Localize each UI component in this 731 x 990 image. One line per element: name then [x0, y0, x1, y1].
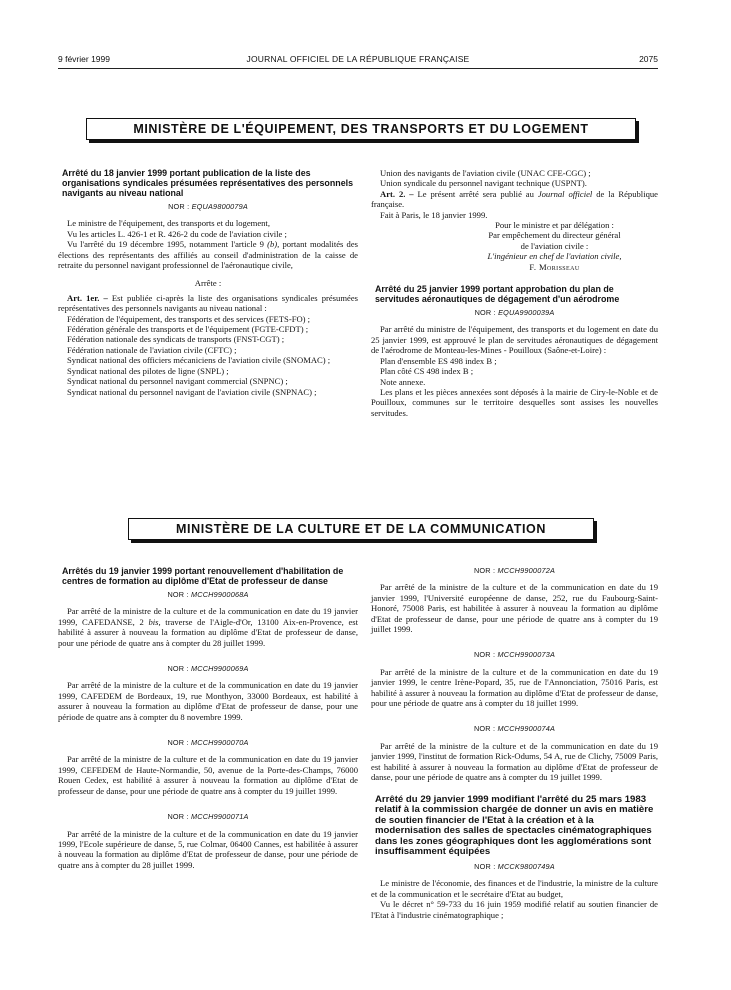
nor-code: MCCH9900068A — [190, 590, 249, 599]
text-run-italic: Journal officiel — [537, 188, 593, 199]
left-column-culture — [58, 566, 358, 870]
paragraph-servitudes: Par arrêté du ministre de l'équipement, des transports et du logement en date du 25 janvier 1999, est approuvé le plan de servitudes aéronautiques de dégagement de l'aérodrome de Monteau-les-Mines - Pouilloux (Saône-et-Loire) : — [371, 324, 658, 356]
nor-code: MCCK9800749A — [497, 862, 555, 872]
paragraph-universite-danse: Par arrêté de la ministre de la culture et de la communication en date du 19 janvier 1999, l'Université européenne de danse, 252, rue du Faubourg-Saint-Honoré, 75008 Paris, est habilitée à assurer à nouveau la formation au diplôme d'Etat de professeur de danse, pour une période de quatre ans à compter du 19 juillet 1999. — [371, 582, 658, 635]
list-item-plan: Plan d'ensemble ES 498 index B ; — [380, 355, 497, 366]
header-date: 9 février 1999 — [58, 54, 110, 64]
paragraph-irene-popard: Par arrêté de la ministre de la culture et de la communication en date du 19 janvier 1999, le centre Irène-Popard, 35, rue de l'Annonciation, 75016 Paris, est habilité à assurer à nouveau la formation au diplôme d'Etat de professeur de danse, pour une période de quatre ans à compter du 18 juillet 1999. — [371, 666, 658, 709]
nor-label: NOR : — [474, 308, 496, 318]
signature-line: Pour le ministre et par délégation : — [495, 220, 614, 231]
header-page-number: 2075 — [639, 54, 658, 64]
nor-label: NOR : — [473, 650, 496, 660]
nor-code: MCCH9900073A — [497, 650, 556, 660]
nor-code: EQUA9900039A — [498, 308, 555, 318]
nor-label: NOR : — [167, 664, 189, 674]
nor-code: MCCH9900070A — [190, 738, 249, 748]
nor-code: MCCH9900074A — [497, 724, 556, 734]
text-run: de la République française. — [371, 188, 658, 210]
list-item-syndicat: Union des navigants de l'aviation civile (UNAC CFE-CGC) ; — [380, 168, 591, 178]
right-column-culture — [371, 566, 658, 920]
paragraph-rick-odums: Par arrêté de la ministre de la culture et de la communication en date du 19 janvier 1999, l'institut de formation Rick-Odums, 54 A, rue de Clichy, 75009 Paris, est habilité à assurer à nouveau la formation au diplôme d'Etat de professeur de danse, pour une période de quatre ans à compter du 19 juillet 1999. — [371, 740, 658, 783]
nor-label: NOR : — [167, 738, 189, 748]
header-journal-title: JOURNAL OFFICIEL DE LA RÉPUBLIQUE FRANÇAISE — [246, 54, 470, 64]
paragraph-cefedem-normandie: Par arrêté de la ministre de la culture et de la communication en date du 19 janvier 1999, CEFEDEM de Haute-Normandie, 50, avenue de la Porte-des-Champs, 76000 Rouen Cedex, est habilité à assurer à nouveau la formation au diplôme d'Etat de professeur de danse, pour une période de quatre ans à compter du 19 juillet 1999. — [58, 754, 358, 796]
header-rule — [58, 68, 658, 69]
list-item-syndicat: Syndicat national du personnel navigant commercial (SNPNC) ; — [67, 376, 288, 387]
nor-line — [371, 566, 658, 576]
text-run-italic: (b), — [267, 239, 280, 250]
article-1 — [58, 293, 358, 314]
nor-code: MCCH9900072A — [497, 566, 556, 575]
left-column-equipement — [58, 168, 358, 397]
text-run: traverse de l'Aigle-d'Or, 13100 Aix-en-Provence, est habilité à assurer à nouveau la formation au diplôme d'Etat de professeur de danse, pour une période de quatre ans à compter du 28 juillet 1999. — [58, 616, 359, 648]
fait-a-paris: Fait à Paris, le 18 janvier 1999. — [380, 209, 488, 220]
paragraph-cafedem-bordeaux: Par arrêté de la ministre de la culture et de la communication en date du 19 janvier 1999, CAFEDEM de Bordeaux, 19, rue Monthyon, 33000 Bordeaux, est habilité à assurer à nouveau la formation au diplôme d'Etat de professeur de danse, pour une période de quatre ans à compter du 8 novembre 1999. — [58, 680, 358, 722]
nor-line — [58, 590, 358, 600]
arrete-title-servitudes: Arrêté du 25 janvier 1999 portant approbation du plan de servitudes aéronautiques de dégagement d'un aérodrome — [375, 284, 620, 305]
nor-line — [371, 650, 658, 660]
arrete-title-liste-syndicats: Arrêté du 18 janvier 1999 portant publication de la liste des organisations syndicales présumées représentatives des personnels navigants au niveau national — [62, 168, 354, 198]
paragraph-cafedanse — [58, 606, 358, 648]
nor-label: NOR : — [168, 202, 190, 211]
list-item-syndicat: Fédération générale des transports et de l'équipement (FGTE-CFDT) ; — [67, 324, 309, 335]
list-item-syndicat: Syndicat national des pilotes de ligne (SNPL) ; — [67, 365, 229, 376]
nor-line — [58, 812, 358, 822]
text-run: Vu l'arrêté du 19 décembre 1995, notamment l'article 9 — [67, 239, 268, 250]
nor-line-a2 — [371, 308, 658, 318]
list-item-plan: Note annexe. — [380, 376, 426, 387]
nor-line-c2 — [371, 862, 658, 872]
text-run: portant modalités des élections des représentants des affiliés au conseil d'administration de la caisse de retraite du personnel navigant professionnel de l'aéronautique civile, — [58, 239, 358, 271]
nor-line — [58, 738, 358, 748]
nor-code: MCCH9900069A — [190, 664, 249, 674]
nor-label: NOR : — [474, 862, 496, 872]
article-1-text: Est publiée ci-après la liste des organisations syndicales présumées représentatives des personnels navigants au niveau national : — [58, 292, 358, 314]
nor-line — [371, 724, 658, 734]
list-item-syndicat: Fédération de l'équipement, des transports et des services (FETS-FO) ; — [67, 313, 311, 324]
signature-line: Par empêchement du directeur général — [488, 230, 621, 241]
nor-label: NOR : — [167, 590, 189, 599]
paragraph-vu-decret: Vu le décret n° 59-733 du 16 juin 1959 modifié relatif au soutien financier de l'Etat à l'industrie cinématographique ; — [371, 899, 658, 920]
ministry-heading-equipement: MINISTÈRE DE L'ÉQUIPEMENT, DES TRANSPORTS ET DU LOGEMENT — [133, 122, 589, 136]
nor-line — [58, 664, 358, 674]
ministry-heading-culture: MINISTÈRE DE LA CULTURE ET DE LA COMMUNICATION — [176, 522, 546, 536]
right-column-equipement — [371, 168, 658, 418]
article-2 — [371, 189, 658, 210]
list-item-syndicat: Fédération nationale des syndicats de transports (FNST-CGT) ; — [67, 334, 285, 345]
nor-label: NOR : — [167, 812, 189, 822]
paragraph-depot-plans: Les plans et les pièces annexées sont déposés à la mairie de Ciry-le-Noble et de Pouilloux, communes sur le territoire desquelles sont assises les nouvelles servitudes. — [371, 386, 658, 418]
nor-code: EQUA9800079A — [191, 202, 248, 211]
list-item-plan: Plan côté CS 498 index B ; — [380, 366, 474, 377]
running-header — [58, 54, 658, 66]
text-run-italic: bis, — [148, 616, 161, 627]
nor-code: MCCH9900071A — [190, 812, 249, 822]
text-run: Par arrêté de la ministre de la culture et de la communication en date du 19 janvier 1999, CAFEDANSE, 2 — [58, 606, 358, 627]
article-1-label: Art. 1er. – — [67, 292, 108, 303]
list-item-syndicat: Fédération nationale de l'aviation civile (CFTC) ; — [67, 344, 237, 355]
signatory-name: F. Morisseau — [529, 261, 580, 272]
nor-line-a1 — [58, 202, 358, 212]
arrete-label: Arrête : — [194, 278, 222, 289]
list-item-syndicat: Syndicat national des officiers mécaniciens de l'aviation civile (SNOMAC) ; — [67, 355, 331, 366]
ministry-heading-box-equipement — [86, 118, 636, 140]
signature-line: L'ingénieur en chef de l'aviation civile, — [487, 251, 622, 262]
paragraph-vu-articles: Vu les articles L. 426-1 et R. 426-2 du code de l'aviation civile ; — [67, 228, 287, 239]
signature-block — [371, 220, 658, 272]
arrete-title-cinema: Arrêté du 29 janvier 1999 modifiant l'arrêté du 25 mars 1983 relatif à la commission chargée de donner un avis en matière de soutien financier de l'Etat à la création et à la modernisation des salles de spectacles cinématographiques dans les zones géographiques dont les agglomérations sont insuffisamment équipées — [375, 793, 654, 858]
article-2-label: Art. 2. – — [380, 188, 414, 199]
list-item-syndicat: Syndicat national du personnel navigant de l'aviation civile (SNPNAC) ; — [67, 386, 317, 397]
paragraph-vu-arrete — [58, 239, 358, 270]
arretes-title-danse: Arrêtés du 19 janvier 1999 portant renouvellement d'habilitation de centres de formation au diplôme d'Etat de professeur de danse — [62, 566, 344, 586]
signature-line: de l'aviation civile : — [520, 240, 589, 251]
paragraph-ministres: Le ministre de l'économie, des finances et de l'industrie, la ministre de la culture et de la communication et le secrétaire d'Etat au budget, — [371, 878, 658, 899]
paragraph-ministre: Le ministre de l'équipement, des transports et du logement, — [67, 218, 270, 229]
list-item-syndicat: Union syndicale du personnel navigant technique (USPNT). — [380, 178, 587, 189]
ministry-heading-box-culture — [128, 518, 594, 540]
text-run: Le présent arrêté sera publié au — [413, 188, 538, 199]
paragraph-ecole-cannes: Par arrêté de la ministre de la culture et de la communication en date du 19 janvier 1999, l'Ecole supérieure de danse, 5, rue Colmar, 06400 Cannes, est habilitée à assurer à nouveau la formation au diplôme d'Etat de professeur de danse, pour une période de quatre ans à compter du 28 juillet 1999. — [58, 828, 358, 870]
nor-label: NOR : — [473, 724, 496, 734]
nor-label: NOR : — [473, 566, 496, 575]
